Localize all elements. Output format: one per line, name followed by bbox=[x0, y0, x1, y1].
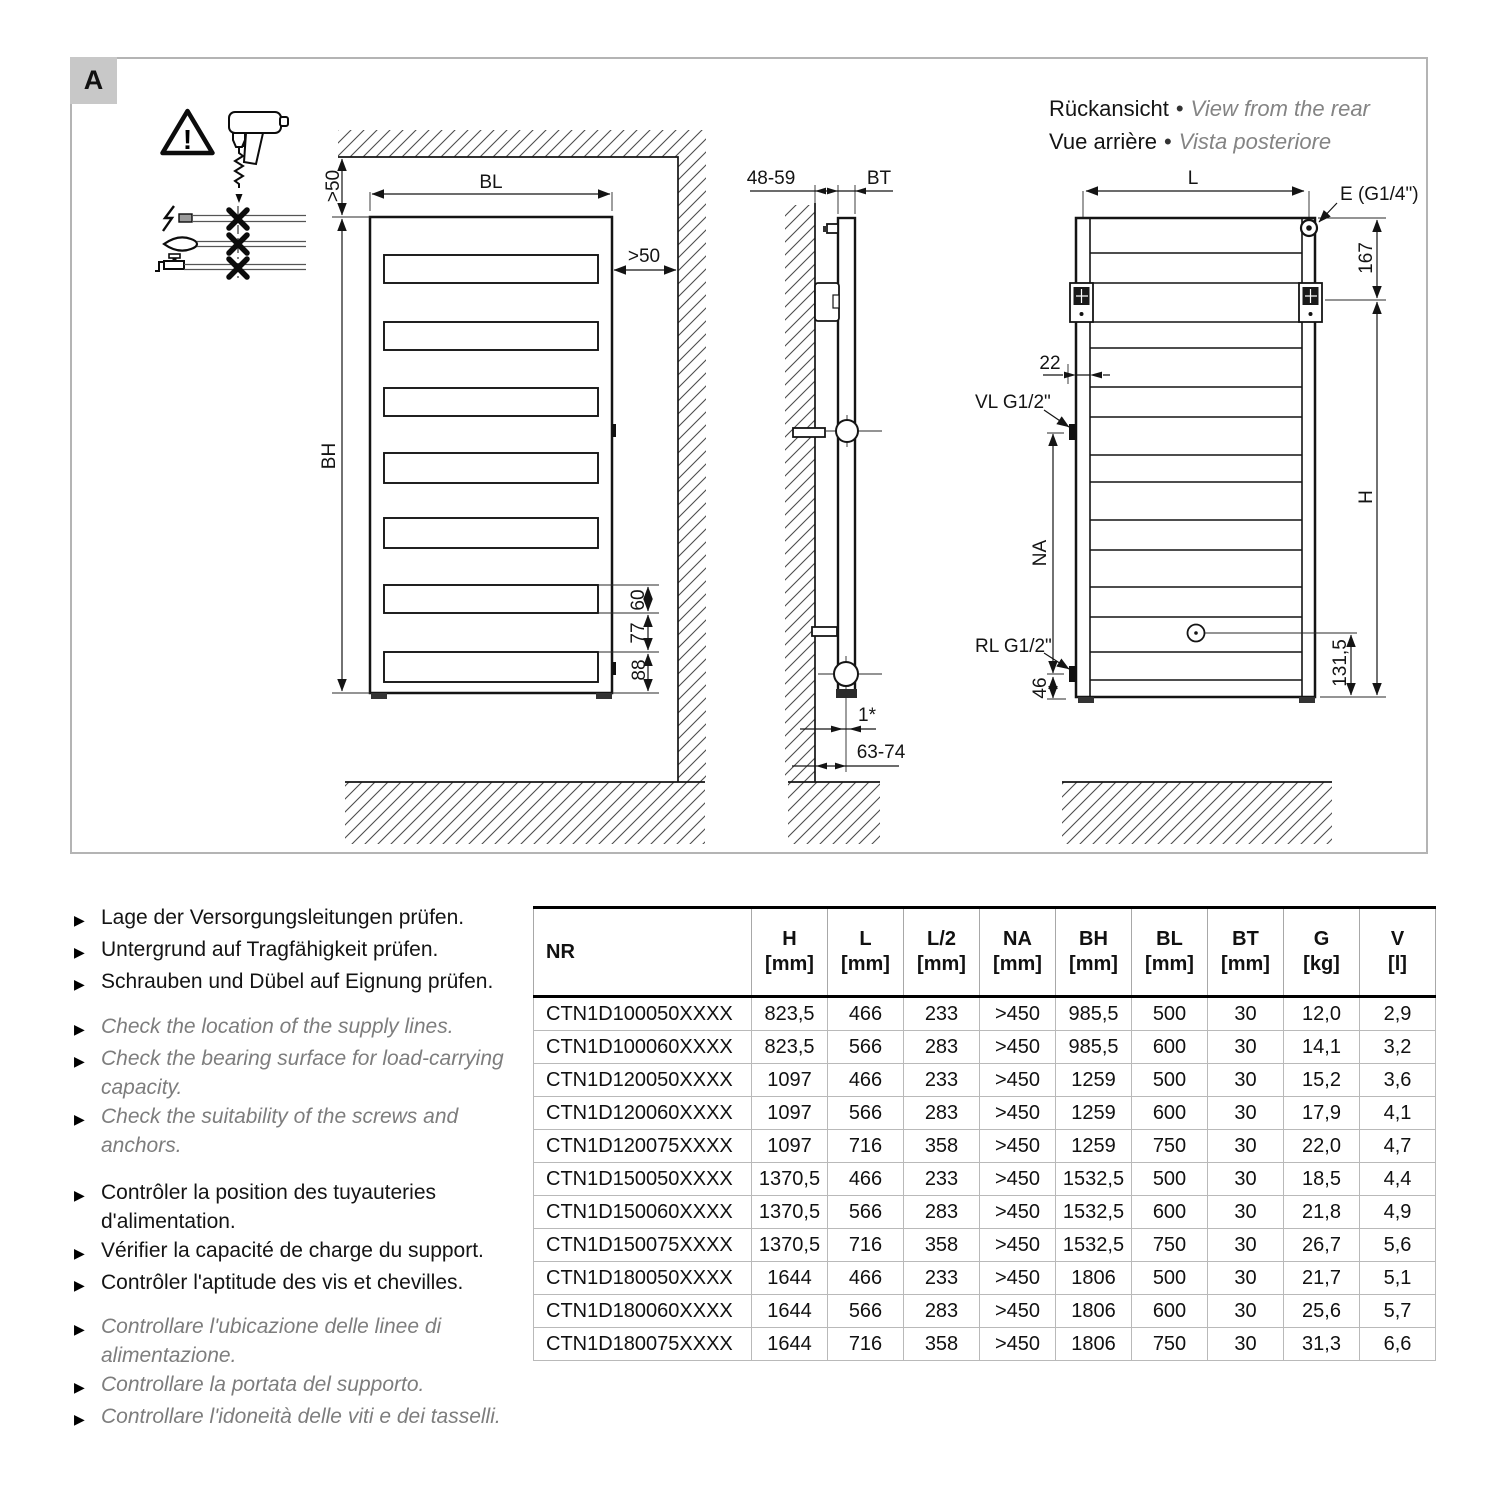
instruction-text: Contrôler l'aptitude des vis et chevilles. bbox=[101, 1271, 464, 1294]
spec-value-cell: 1532,5 bbox=[1056, 1229, 1132, 1262]
table-row bbox=[534, 1262, 1436, 1295]
instruction-text: Check the bearing surface for load-carrying capacity. bbox=[101, 1047, 504, 1099]
dim-bl: BL bbox=[479, 172, 503, 193]
rear-view-drawing bbox=[975, 168, 1419, 844]
column-header: BL [mm] bbox=[1132, 908, 1208, 997]
spec-value-cell: 14,1 bbox=[1284, 1031, 1360, 1064]
table-row bbox=[534, 997, 1436, 1031]
bullet-icon: ▶ bbox=[74, 1321, 85, 1337]
spec-value-cell: >450 bbox=[980, 1031, 1056, 1064]
front-view-drawing bbox=[319, 130, 706, 844]
dim-clearance-top: >50 bbox=[323, 169, 344, 203]
bullet-icon: ▶ bbox=[74, 1021, 85, 1037]
column-header: G [kg] bbox=[1284, 908, 1360, 997]
no-drilling-cross-icon bbox=[229, 210, 247, 277]
instructions-english bbox=[74, 1012, 504, 1160]
column-header: NR bbox=[534, 908, 752, 997]
spec-value-cell: 1806 bbox=[1056, 1262, 1132, 1295]
spec-table-header bbox=[534, 908, 1436, 997]
table-row bbox=[534, 1031, 1436, 1064]
spec-table bbox=[533, 906, 1436, 1361]
spec-value-cell: 566 bbox=[828, 1295, 904, 1328]
spec-value-cell: 233 bbox=[904, 1163, 980, 1196]
instruction-item bbox=[74, 1102, 504, 1160]
spec-value-cell: 1806 bbox=[1056, 1295, 1132, 1328]
spec-value-cell: 600 bbox=[1132, 1097, 1208, 1130]
spec-value-cell: 233 bbox=[904, 997, 980, 1031]
spec-value-cell: 466 bbox=[828, 1163, 904, 1196]
model-number-cell: CTN1D100050XXXX bbox=[534, 997, 752, 1031]
dim-pipe-center: 63-74 bbox=[856, 742, 906, 763]
bullet-icon: ▶ bbox=[74, 1187, 85, 1203]
model-number-cell: CTN1D150050XXXX bbox=[534, 1163, 752, 1196]
instruction-text: Lage der Versorgungsleitungen prüfen. bbox=[101, 906, 465, 929]
instruction-text: Check the suitability of the screws and anchors. bbox=[101, 1105, 459, 1157]
spec-value-cell: 233 bbox=[904, 1262, 980, 1295]
instruction-item bbox=[74, 1312, 504, 1370]
table-row bbox=[534, 1097, 1436, 1130]
spec-value-cell: 1097 bbox=[752, 1064, 828, 1097]
spec-value-cell: >450 bbox=[980, 1229, 1056, 1262]
bullet-icon: ▶ bbox=[74, 944, 85, 960]
spec-value-cell: 823,5 bbox=[752, 1031, 828, 1064]
spec-value-cell: 1644 bbox=[752, 1295, 828, 1328]
spec-value-cell: 12,0 bbox=[1284, 997, 1360, 1031]
table-row bbox=[534, 1130, 1436, 1163]
spec-value-cell: >450 bbox=[980, 1295, 1056, 1328]
spec-value-cell: 1259 bbox=[1056, 1064, 1132, 1097]
spec-value-cell: 750 bbox=[1132, 1130, 1208, 1163]
dim-tolerance: 1* bbox=[858, 705, 876, 726]
spec-value-cell: 30 bbox=[1208, 1229, 1284, 1262]
dim-22: 22 bbox=[1039, 353, 1061, 374]
label-flow: VL G1/2" bbox=[975, 392, 1051, 413]
wall-hatch bbox=[785, 205, 815, 782]
spec-value-cell: 1370,5 bbox=[752, 1196, 828, 1229]
dim-60: 60 bbox=[628, 589, 649, 611]
spec-value-cell: 30 bbox=[1208, 1031, 1284, 1064]
instruction-text: Untergrund auf Tragfähigkeit prüfen. bbox=[101, 938, 439, 961]
column-header: BH [mm] bbox=[1056, 908, 1132, 997]
table-row bbox=[534, 1295, 1436, 1328]
instruction-item bbox=[74, 903, 504, 935]
dim-h: H bbox=[1356, 490, 1377, 504]
instruction-item bbox=[74, 967, 504, 999]
table-row bbox=[534, 1229, 1436, 1262]
dim-46: 46 bbox=[1030, 677, 1051, 699]
dim-77: 77 bbox=[628, 622, 649, 644]
mounting-bracket-left bbox=[1070, 283, 1093, 322]
dim-na: NA bbox=[1030, 539, 1051, 567]
floor-hatch bbox=[788, 782, 880, 844]
dim-clearance-right: >50 bbox=[627, 246, 661, 267]
legend-de: Rückansicht bbox=[1049, 96, 1169, 121]
table-header-row bbox=[534, 908, 1436, 997]
spec-value-cell: 22,0 bbox=[1284, 1130, 1360, 1163]
legend-it: Vista posteriore bbox=[1178, 129, 1332, 154]
bullet-icon: ▶ bbox=[74, 1053, 85, 1069]
dim-l: L bbox=[1187, 168, 1199, 189]
spec-value-cell: 21,8 bbox=[1284, 1196, 1360, 1229]
spec-value-cell: 1806 bbox=[1056, 1328, 1132, 1361]
spec-value-cell: 1259 bbox=[1056, 1130, 1132, 1163]
spec-value-cell: 31,3 bbox=[1284, 1328, 1360, 1361]
spec-value-cell: 600 bbox=[1132, 1196, 1208, 1229]
spec-value-cell: 26,7 bbox=[1284, 1229, 1360, 1262]
spec-value-cell: 466 bbox=[828, 1262, 904, 1295]
label-return: RL G1/2" bbox=[975, 636, 1052, 657]
spec-value-cell: 1532,5 bbox=[1056, 1196, 1132, 1229]
column-header: BT [mm] bbox=[1208, 908, 1284, 997]
model-number-cell: CTN1D180060XXXX bbox=[534, 1295, 752, 1328]
instruction-text: Controllare l'idoneità delle viti e dei tasselli. bbox=[101, 1405, 501, 1428]
bullet-icon: ▶ bbox=[74, 1379, 85, 1395]
model-number-cell: CTN1D100060XXXX bbox=[534, 1031, 752, 1064]
table-row bbox=[534, 1328, 1436, 1361]
spec-value-cell: 30 bbox=[1208, 1097, 1284, 1130]
spec-value-cell: 15,2 bbox=[1284, 1064, 1360, 1097]
instructions-german bbox=[74, 903, 504, 999]
floor-hatch bbox=[1062, 782, 1332, 844]
instructions-french bbox=[74, 1178, 504, 1300]
model-number-cell: CTN1D120050XXXX bbox=[534, 1064, 752, 1097]
spec-value-cell: 358 bbox=[904, 1130, 980, 1163]
spec-value-cell: 1644 bbox=[752, 1262, 828, 1295]
spec-value-cell: 5,7 bbox=[1360, 1295, 1436, 1328]
instruction-text: Controllare la portata del supporto. bbox=[101, 1373, 425, 1396]
legend-fr: Vue arrière bbox=[1049, 129, 1158, 154]
spec-value-cell: 3,6 bbox=[1360, 1064, 1436, 1097]
spec-value-cell: 1370,5 bbox=[752, 1163, 828, 1196]
instruction-text: Check the location of the supply lines. bbox=[101, 1015, 454, 1038]
spec-value-cell: 30 bbox=[1208, 1163, 1284, 1196]
bullet-icon: ▶ bbox=[74, 1277, 85, 1293]
return-connection bbox=[1069, 666, 1077, 682]
spec-value-cell: 5,6 bbox=[1360, 1229, 1436, 1262]
spec-value-cell: >450 bbox=[980, 1130, 1056, 1163]
spec-value-cell: >450 bbox=[980, 997, 1056, 1031]
spec-value-cell: 466 bbox=[828, 1064, 904, 1097]
column-header: L [mm] bbox=[828, 908, 904, 997]
spec-value-cell: 358 bbox=[904, 1328, 980, 1361]
instruction-item bbox=[74, 1402, 504, 1434]
rear-view-legend bbox=[1049, 92, 1370, 158]
model-number-cell: CTN1D180050XXXX bbox=[534, 1262, 752, 1295]
spec-value-cell: 283 bbox=[904, 1031, 980, 1064]
spec-value-cell: >450 bbox=[980, 1064, 1056, 1097]
spec-value-cell: 30 bbox=[1208, 1295, 1284, 1328]
spec-value-cell: 5,1 bbox=[1360, 1262, 1436, 1295]
legend-separator: • bbox=[1175, 96, 1184, 121]
spec-value-cell: >450 bbox=[980, 1196, 1056, 1229]
instruction-text: Schrauben und Dübel auf Eignung prüfen. bbox=[101, 970, 494, 993]
spec-table-body bbox=[534, 997, 1436, 1361]
spec-value-cell: 233 bbox=[904, 1064, 980, 1097]
spec-value-cell: 4,7 bbox=[1360, 1130, 1436, 1163]
legend-line-2 bbox=[1049, 125, 1370, 158]
dim-bh: BH bbox=[319, 442, 340, 470]
model-number-cell: CTN1D120060XXXX bbox=[534, 1097, 752, 1130]
warning-exclamation: ! bbox=[182, 124, 193, 155]
bullet-icon: ▶ bbox=[74, 1111, 85, 1127]
spec-value-cell: 30 bbox=[1208, 1064, 1284, 1097]
wall-hatch bbox=[678, 157, 706, 782]
column-header: V [l] bbox=[1360, 908, 1436, 997]
floor-hatch bbox=[345, 782, 705, 844]
spec-value-cell: 1370,5 bbox=[752, 1229, 828, 1262]
spec-value-cell: 500 bbox=[1132, 1064, 1208, 1097]
spec-value-cell: 716 bbox=[828, 1229, 904, 1262]
spec-value-cell: >450 bbox=[980, 1328, 1056, 1361]
dim-131-5: 131,5 bbox=[1330, 639, 1351, 687]
spec-value-cell: >450 bbox=[980, 1097, 1056, 1130]
spec-value-cell: 985,5 bbox=[1056, 1031, 1132, 1064]
spec-value-cell: 1532,5 bbox=[1056, 1163, 1132, 1196]
radiator-profile bbox=[838, 218, 855, 694]
spec-value-cell: 1644 bbox=[752, 1328, 828, 1361]
spec-value-cell: 30 bbox=[1208, 997, 1284, 1031]
instruction-item bbox=[74, 1044, 504, 1102]
spec-value-cell: 716 bbox=[828, 1130, 904, 1163]
model-number-cell: CTN1D150075XXXX bbox=[534, 1229, 752, 1262]
dim-167: 167 bbox=[1356, 242, 1377, 274]
instruction-item bbox=[74, 935, 504, 967]
spec-value-cell: 600 bbox=[1132, 1295, 1208, 1328]
spec-value-cell: 500 bbox=[1132, 1262, 1208, 1295]
instruction-text: Vérifier la capacité de charge du support. bbox=[101, 1239, 484, 1262]
instruction-item bbox=[74, 1012, 504, 1044]
spec-value-cell: >450 bbox=[980, 1262, 1056, 1295]
spec-value-cell: 3,2 bbox=[1360, 1031, 1436, 1064]
instruction-text: Contrôler la position des tuyauteries d'alimentation. bbox=[101, 1181, 437, 1233]
spec-value-cell: 1097 bbox=[752, 1097, 828, 1130]
spec-value-cell: 18,5 bbox=[1284, 1163, 1360, 1196]
spec-value-cell: 985,5 bbox=[1056, 997, 1132, 1031]
legend-line-1 bbox=[1049, 92, 1370, 125]
table-row bbox=[534, 1163, 1436, 1196]
spec-value-cell: 283 bbox=[904, 1097, 980, 1130]
spec-value-cell: 750 bbox=[1132, 1229, 1208, 1262]
dim-wall-gap: 48-59 bbox=[746, 168, 796, 189]
instruction-item bbox=[74, 1370, 504, 1402]
spec-value-cell: 566 bbox=[828, 1196, 904, 1229]
legend-separator: • bbox=[1164, 129, 1172, 154]
flow-connection bbox=[1069, 424, 1077, 440]
column-header: L/2 [mm] bbox=[904, 908, 980, 997]
spec-value-cell: 30 bbox=[1208, 1130, 1284, 1163]
column-header: NA [mm] bbox=[980, 908, 1056, 997]
dim-88: 88 bbox=[629, 659, 650, 681]
spec-value-cell: 566 bbox=[828, 1097, 904, 1130]
bullet-icon: ▶ bbox=[74, 912, 85, 928]
label-air-vent: E (G1/4") bbox=[1340, 184, 1419, 205]
spec-value-cell: 283 bbox=[904, 1196, 980, 1229]
model-number-cell: CTN1D150060XXXX bbox=[534, 1196, 752, 1229]
spec-value-cell: 30 bbox=[1208, 1262, 1284, 1295]
drill-icon bbox=[229, 112, 288, 203]
ceiling-hatch bbox=[338, 130, 706, 157]
model-number-cell: CTN1D180075XXXX bbox=[534, 1328, 752, 1361]
spec-value-cell: 600 bbox=[1132, 1031, 1208, 1064]
spec-value-cell: 823,5 bbox=[752, 997, 828, 1031]
side-view-drawing bbox=[747, 168, 906, 844]
mounting-bracket-right bbox=[1299, 283, 1322, 322]
spec-value-cell: 1259 bbox=[1056, 1097, 1132, 1130]
instruction-item bbox=[74, 1268, 504, 1300]
model-number-cell: CTN1D120075XXXX bbox=[534, 1130, 752, 1163]
spec-value-cell: 750 bbox=[1132, 1328, 1208, 1361]
spec-value-cell: 25,6 bbox=[1284, 1295, 1360, 1328]
spec-value-cell: 4,4 bbox=[1360, 1163, 1436, 1196]
spec-value-cell: 500 bbox=[1132, 1163, 1208, 1196]
spec-value-cell: 30 bbox=[1208, 1196, 1284, 1229]
spec-value-cell: 358 bbox=[904, 1229, 980, 1262]
spec-value-cell: 4,9 bbox=[1360, 1196, 1436, 1229]
column-header: H [mm] bbox=[752, 908, 828, 997]
bullet-icon: ▶ bbox=[74, 976, 85, 992]
instructions-italian bbox=[74, 1312, 504, 1434]
table-row bbox=[534, 1196, 1436, 1229]
spec-value-cell: 2,9 bbox=[1360, 997, 1436, 1031]
spec-value-cell: 4,1 bbox=[1360, 1097, 1436, 1130]
spec-value-cell: 283 bbox=[904, 1295, 980, 1328]
bullet-icon: ▶ bbox=[74, 1245, 85, 1261]
spec-value-cell: 566 bbox=[828, 1031, 904, 1064]
dim-bt: BT bbox=[866, 168, 892, 189]
table-row bbox=[534, 1064, 1436, 1097]
instruction-item bbox=[74, 1178, 504, 1236]
bullet-icon: ▶ bbox=[74, 1411, 85, 1427]
spec-value-cell: >450 bbox=[980, 1163, 1056, 1196]
spec-value-cell: 716 bbox=[828, 1328, 904, 1361]
legend-en: View from the rear bbox=[1190, 96, 1370, 121]
spec-value-cell: 1097 bbox=[752, 1130, 828, 1163]
spec-value-cell: 21,7 bbox=[1284, 1262, 1360, 1295]
spec-value-cell: 500 bbox=[1132, 997, 1208, 1031]
warning-icons bbox=[155, 111, 306, 281]
spec-value-cell: 17,9 bbox=[1284, 1097, 1360, 1130]
spec-value-cell: 30 bbox=[1208, 1328, 1284, 1361]
spec-value-cell: 6,6 bbox=[1360, 1328, 1436, 1361]
instruction-item bbox=[74, 1236, 504, 1268]
section-label: A bbox=[70, 57, 117, 104]
spec-value-cell: 466 bbox=[828, 997, 904, 1031]
instruction-text: Controllare l'ubicazione delle linee di alimentazione. bbox=[101, 1315, 442, 1367]
